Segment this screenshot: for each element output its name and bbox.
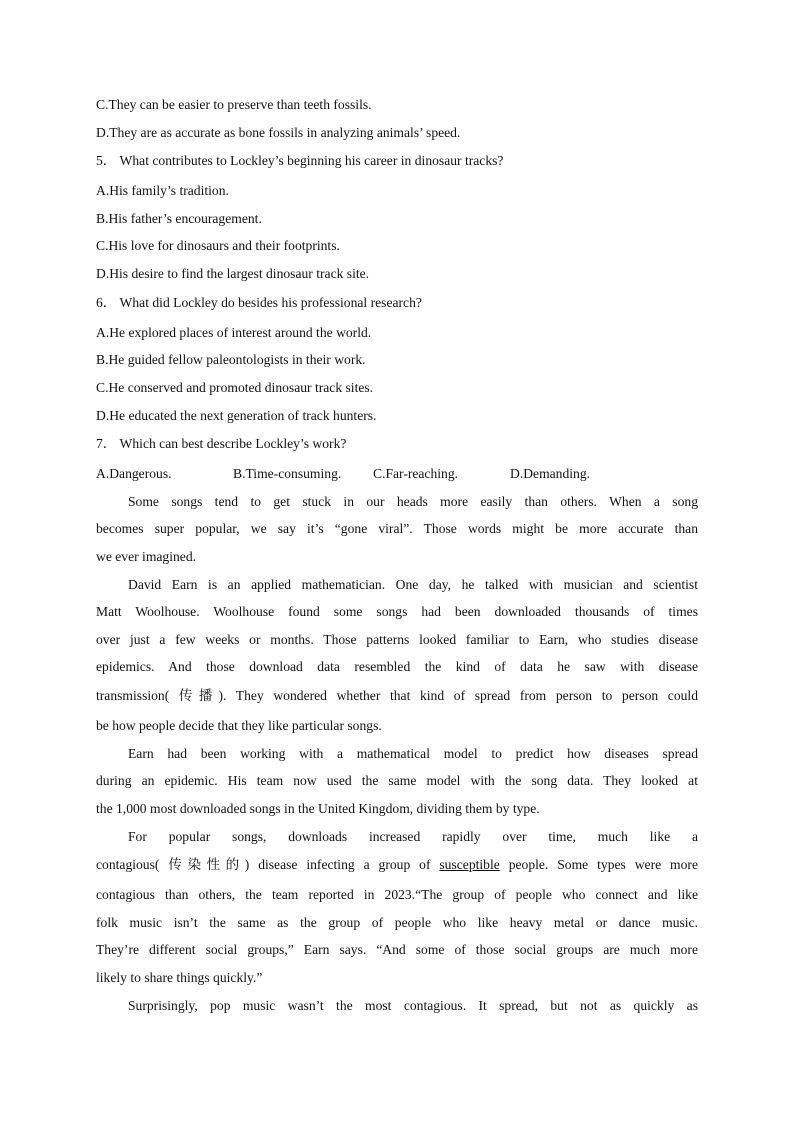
option-4c: C.They can be easier to preserve than teeth fossils.	[96, 97, 372, 112]
paragraph-1-line-1: Some songs tend to get stuck in our heads more easily than others. When a song	[128, 494, 698, 509]
paragraph-2-line-1: David Earn is an applied mathematician. One day, he talked with musician and scientist	[128, 577, 698, 592]
option-7a: A.Dangerous.	[96, 466, 172, 481]
paragraph-4-line-4: folk music isn’t the same as the group of people who like heavy metal or dance music.	[96, 915, 698, 930]
paragraph-3-line-1: Earn had been working with a mathematical model to predict how diseases spread	[128, 746, 698, 761]
paragraph-4-line-2-end: people. Some types were more	[499, 857, 698, 872]
paragraph-1-line-2: becomes super popular, we say it’s “gone viral”. Those words might be more accurate than	[96, 521, 698, 536]
paragraph-1-line-3: we ever imagined.	[96, 549, 197, 564]
option-6b: B.He guided fellow paleontologists in their work.	[96, 352, 366, 367]
underlined-word: susceptible	[439, 857, 500, 872]
paragraph-4-line-3: contagious than others, the team reported in 2023.“The group of people who connect and like	[96, 887, 698, 902]
paragraph-4-line-6: likely to share things quickly.”	[96, 970, 263, 985]
option-6c: C.He conserved and promoted dinosaur track sites.	[96, 380, 374, 395]
option-5d: D.His desire to find the largest dinosaur track site.	[96, 266, 370, 281]
option-7b: B.Time-consuming.	[233, 466, 342, 481]
question-7: 7． Which can best describe Lockley’s work?	[96, 436, 347, 451]
paragraph-3-line-2: during an epidemic. His team now used the same model with the song data. They looked at	[96, 773, 698, 788]
option-4d: D.They are as accurate as bone fossils in analyzing animals’ speed.	[96, 125, 461, 140]
option-7c: C.Far-reaching.	[373, 466, 459, 481]
option-7d: D.Demanding.	[510, 466, 591, 481]
question-7-options	[0, 465, 794, 483]
question-5: 5． What contributes to Lockley’s beginning his career in dinosaur tracks?	[96, 153, 504, 168]
question-6: 6． What did Lockley do besides his professional research?	[96, 295, 422, 310]
paragraph-4-line-5: They’re different social groups,” Earn says. “And some of those social groups are much more	[96, 942, 698, 957]
option-6a: A.He explored places of interest around the world.	[96, 325, 372, 340]
paragraph-2-line-2: Matt Woolhouse. Woolhouse found some songs had been downloaded thousands of times	[96, 604, 698, 619]
paragraph-2-line-6: be how people decide that they like particular songs.	[96, 718, 382, 733]
paragraph-2-line-4: epidemics. And those download data resembled the kind of data he saw with disease	[96, 659, 698, 674]
paragraph-2-line-3: over just a few weeks or months. Those patterns looked familiar to Earn, who studies disease	[96, 632, 698, 647]
paragraph-4-line-2	[96, 856, 698, 874]
paragraph-4-line-2-start: contagious( 传染性的) disease infecting a group of	[96, 857, 440, 872]
paragraph-4-line-1: For popular songs, downloads increased rapidly over time, much like a	[128, 829, 698, 844]
option-6d: D.He educated the next generation of track hunters.	[96, 408, 377, 423]
paragraph-5-line-1: Surprisingly, pop music wasn’t the most contagious. It spread, but not as quickly as	[128, 998, 698, 1013]
option-5a: A.His family’s tradition.	[96, 183, 229, 198]
option-5b: B.His father’s encouragement.	[96, 211, 262, 226]
paragraph-3-line-3: the 1,000 most downloaded songs in the United Kingdom, dividing them by type.	[96, 801, 540, 816]
paragraph-2-line-5: transmission( 传播). They wondered whether that kind of spread from person to person could	[96, 688, 698, 703]
option-5c: C.His love for dinosaurs and their footprints.	[96, 238, 340, 253]
